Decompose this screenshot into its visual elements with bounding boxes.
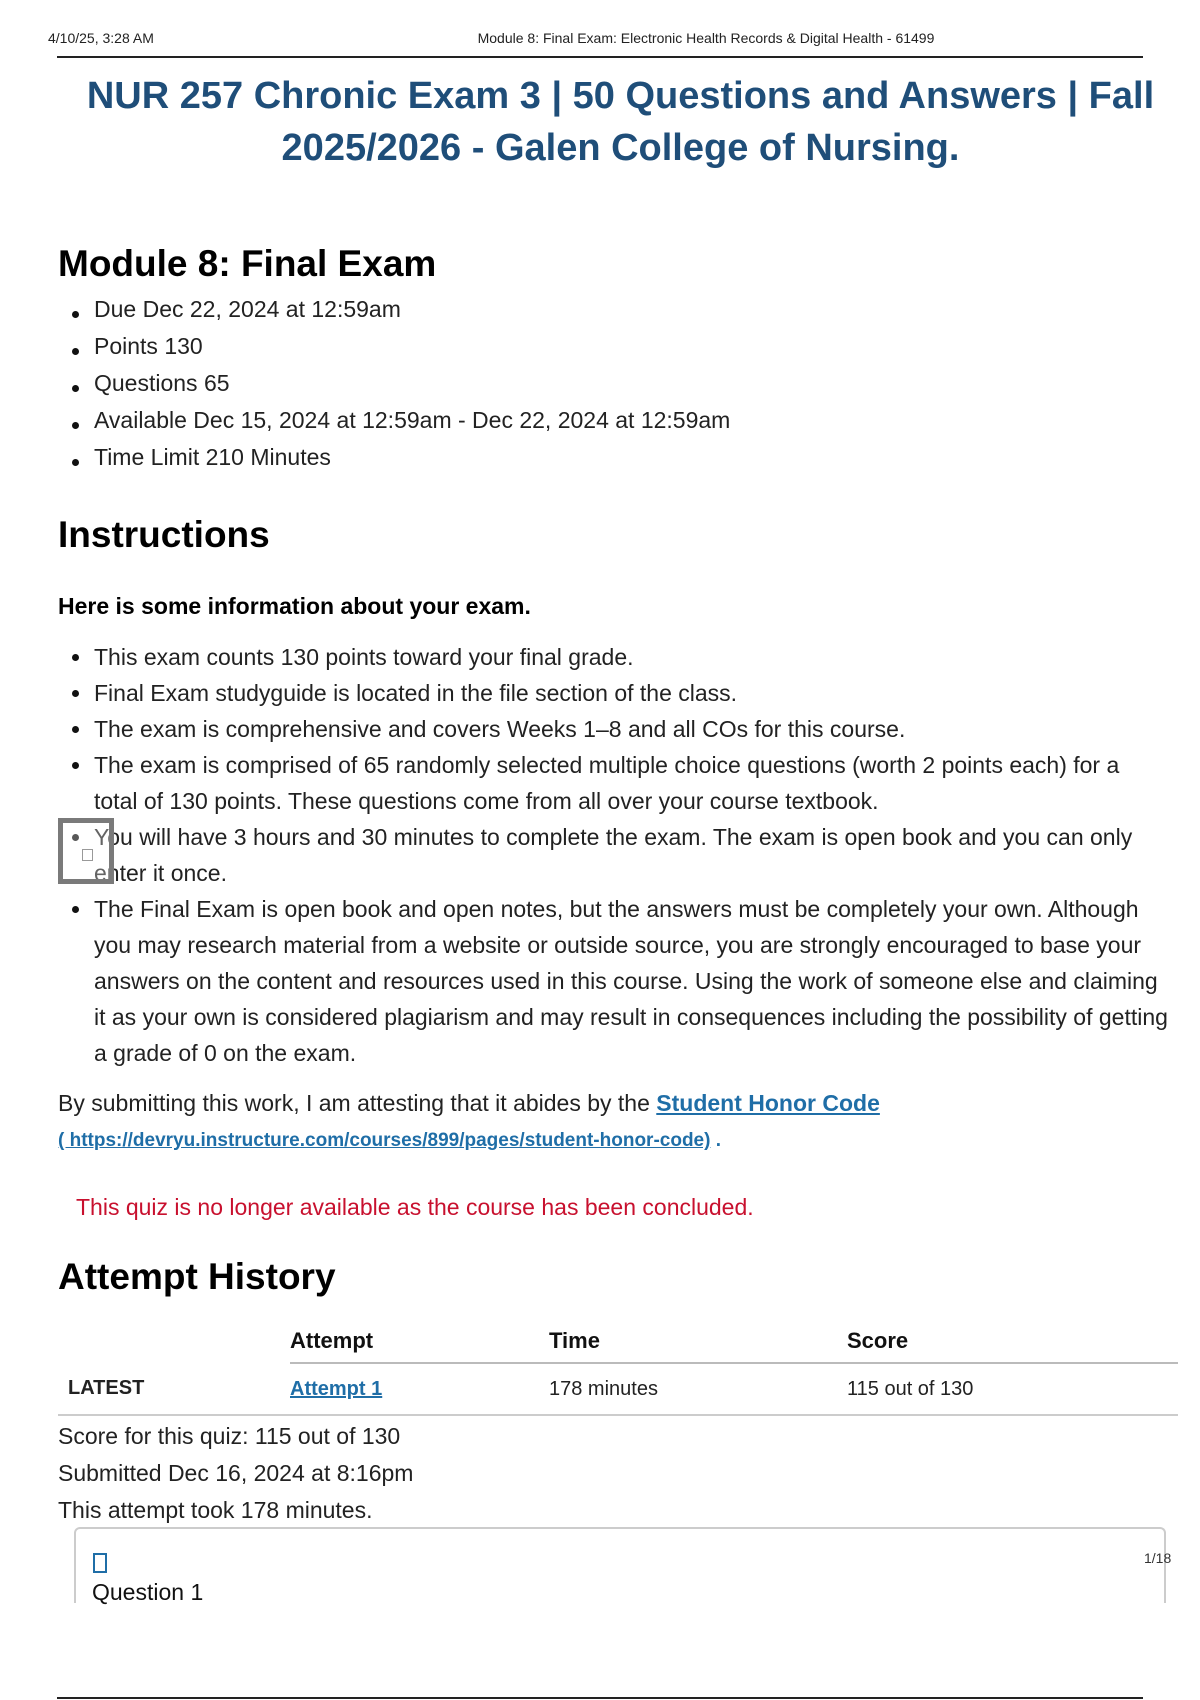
footer-divider (57, 1697, 1143, 1699)
attestation-text: By submitting this work, I am attesting that it abides by the (58, 1090, 657, 1116)
print-page-title: Module 8: Final Exam: Electronic Health Records & Digital Health - 61499 (477, 30, 935, 46)
print-datetime: 4/10/25, 3:28 AM (48, 30, 154, 46)
instructions-intro: Here is some information about your exam. (58, 593, 531, 619)
instruction-item: This exam counts 130 points toward your final grade. (58, 639, 1168, 675)
score-cell: 115 out of 130 (847, 1363, 1178, 1415)
availability: Available Dec 15, 2024 at 12:59am - Dec 22, 2024 at 12:59am (58, 407, 1168, 444)
attempt-cell (290, 1363, 549, 1415)
overlay-checkbox[interactable] (58, 818, 114, 884)
header-divider (57, 56, 1143, 58)
time-limit: Time Limit 210 Minutes (58, 444, 1168, 481)
instruction-item: You will have 3 hours and 30 minutes to complete the exam. The exam is open book and you can only enter it once. (58, 819, 1168, 891)
attempt-1-link[interactable]: Attempt 1 (290, 1377, 383, 1400)
quiz-score: Score for this quiz: 115 out of 130 (58, 1423, 401, 1449)
points: Points 130 (58, 333, 1168, 370)
instruction-item: The exam is comprised of 65 randomly selected multiple choice questions (worth 2 points each) for a total of 130 points. These questions come from all over your course textbook. (58, 747, 1168, 819)
attempt-duration: This attempt took 178 minutes. (58, 1497, 373, 1523)
exam-meta-list (58, 296, 1168, 481)
table-header-row (58, 1320, 1178, 1363)
honor-code-url-link[interactable]: ( https://devryu.instructure.com/courses/899/pages/student-honor-code) (58, 1130, 711, 1151)
honor-attestation (58, 1090, 880, 1117)
column-header-blank (58, 1320, 290, 1363)
attempt-history-table (58, 1320, 1178, 1416)
document-title (58, 70, 1183, 174)
document-title-line-2: 2025/2026 - Galen College of Nursing. (281, 127, 960, 169)
document-title-line-1: NUR 257 Chronic Exam 3 | 50 Questions and Answers | Fall (86, 75, 1155, 117)
checkbox-glyph-icon (82, 849, 93, 861)
instructions-heading: Instructions (58, 514, 270, 555)
attempt-summary (58, 1418, 413, 1529)
honor-code-link[interactable]: Student Honor Code (656, 1090, 880, 1116)
instruction-item: The exam is comprehensive and covers Weeks 1–8 and all COs for this course. (58, 711, 1168, 747)
due-date: Due Dec 22, 2024 at 12:59am (58, 296, 1168, 333)
quiz-unavailable-notice: This quiz is no longer available as the course has been concluded. (76, 1194, 754, 1220)
time-cell: 178 minutes (549, 1363, 847, 1415)
latest-label: LATEST (58, 1363, 290, 1415)
url-period: . (710, 1130, 722, 1151)
instructions-list (58, 639, 1168, 1071)
question-card (74, 1527, 1166, 1603)
module-heading: Module 8: Final Exam (58, 243, 437, 284)
submitted-date: Submitted Dec 16, 2024 at 8:16pm (58, 1460, 414, 1486)
honor-code-url-line (58, 1130, 721, 1152)
column-header-time: Time (549, 1320, 847, 1363)
table-row (58, 1363, 1178, 1415)
instruction-item: The Final Exam is open book and open notes, but the answers must be completely your own. Although you may research material from a website or outside source, you are strongly encouraged to base your answers on the content and resources used in this course. Using the work of someone else and claiming it as your own is considered plagiarism and may result in consequences including the possibility of getting a grade of 0 on the exam. (58, 891, 1168, 1071)
page-number: 1/18 (1144, 1550, 1172, 1566)
question-count: Questions 65 (58, 370, 1168, 407)
column-header-attempt: Attempt (290, 1320, 549, 1363)
instruction-item: Final Exam studyguide is located in the file section of the class. (58, 675, 1168, 711)
question-label: Question 1 (92, 1579, 204, 1605)
flag-question-icon[interactable] (93, 1553, 107, 1573)
attempt-history-heading: Attempt History (58, 1256, 336, 1297)
column-header-score: Score (847, 1320, 1178, 1363)
